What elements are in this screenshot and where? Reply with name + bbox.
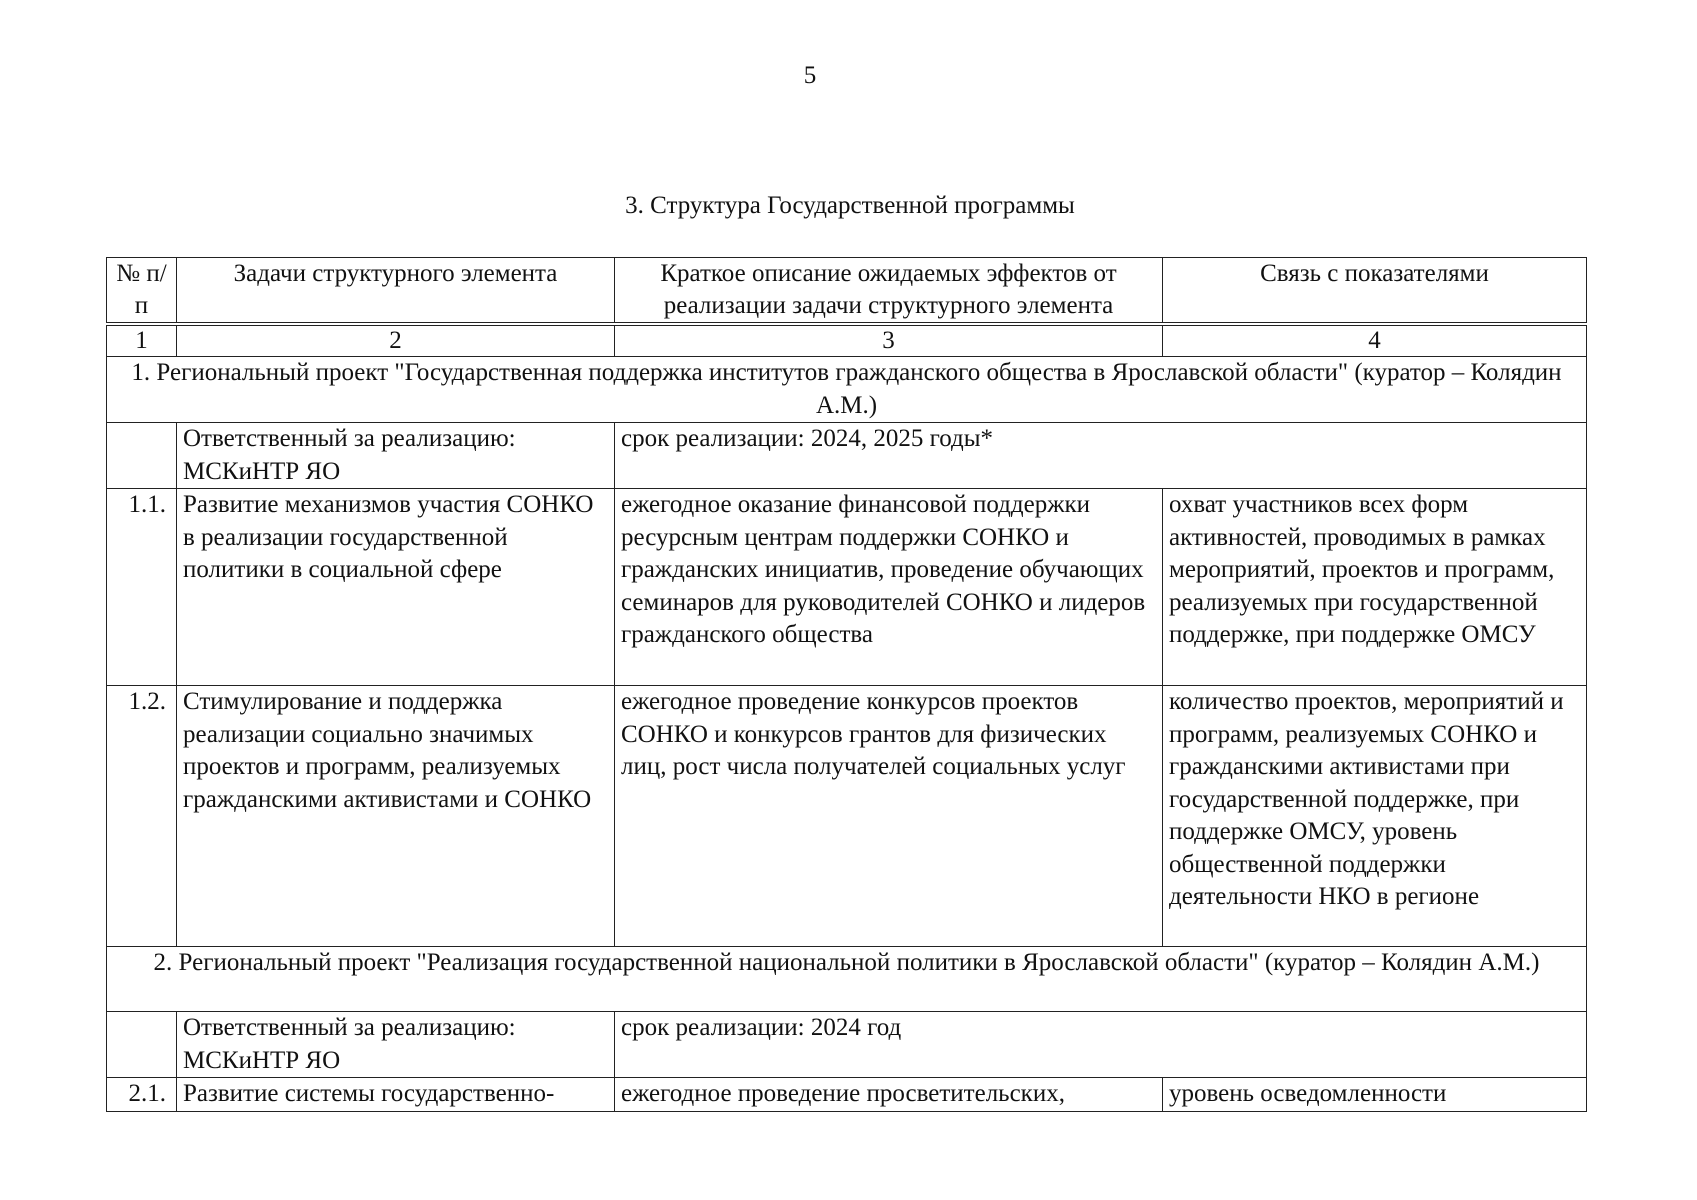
project-title: 2. Региональный проект "Реализация государственной национальной политики в Ярославской области" (куратор – Колядин А.М.) bbox=[107, 947, 1587, 1012]
term-cell: срок реализации: 2024 год bbox=[615, 1012, 1587, 1078]
effect-cell: ежегодное оказание финансовой поддержки ресурсным центрам поддержки СОНКО и гражданских инициатив, проведение обучающих семинаров для руководителей СОНКО и лидеров гражданского общества bbox=[615, 489, 1163, 686]
empty-cell bbox=[107, 423, 177, 489]
task-cell: Развитие механизмов участия СОНКО в реализации государственной политики в социальной сфере bbox=[177, 489, 615, 686]
responsible-cell: Ответственный за реализацию: МСКиНТР ЯО bbox=[177, 423, 615, 489]
indicator-cell: охват участников всех форм активностей, проводимых в рамках мероприятий, проектов и программ, реализуемых при государственной поддержке, при поддержке ОМСУ bbox=[1163, 489, 1587, 686]
row-number: 1.1. bbox=[107, 489, 177, 686]
table-row bbox=[107, 1078, 1587, 1112]
empty-cell bbox=[107, 1012, 177, 1078]
row-number: 1.2. bbox=[107, 686, 177, 947]
project-responsible-row bbox=[107, 1012, 1587, 1078]
task-cell: Развитие системы государственно- bbox=[177, 1078, 615, 1112]
project-title-row bbox=[107, 947, 1587, 1012]
project-responsible-row bbox=[107, 423, 1587, 489]
indicator-cell: уровень осведомленности bbox=[1163, 1078, 1587, 1112]
table-row bbox=[107, 489, 1587, 686]
task-cell: Стимулирование и поддержка реализации социально значимых проектов и программ, реализуемых гражданскими активистами и СОНКО bbox=[177, 686, 615, 947]
project-title-row bbox=[107, 357, 1587, 423]
table-row bbox=[107, 686, 1587, 947]
structure-table-container bbox=[106, 257, 1586, 1112]
responsible-cell: Ответственный за реализацию: МСКиНТР ЯО bbox=[177, 1012, 615, 1078]
column-number: 1 bbox=[107, 324, 177, 357]
header-indicators: Связь с показателями bbox=[1163, 258, 1587, 325]
row-number: 2.1. bbox=[107, 1078, 177, 1112]
project-title: 1. Региональный проект "Государственная поддержка институтов гражданского общества в Ярославской области" (куратор – Колядин А.М.) bbox=[107, 357, 1587, 423]
term-cell: срок реализации: 2024, 2025 годы* bbox=[615, 423, 1587, 489]
column-number: 2 bbox=[177, 324, 615, 357]
indicator-cell: количество проектов, мероприятий и программ, реализуемых СОНКО и гражданскими активистами при государственной поддержке, при поддержке ОМСУ, уровень общественной поддержки деятельности НКО в регионе bbox=[1163, 686, 1587, 947]
header-effects: Краткое описание ожидаемых эффектов от реализации задачи структурного элемента bbox=[615, 258, 1163, 325]
page-number: 5 bbox=[803, 62, 817, 89]
header-tasks: Задачи структурного элемента bbox=[177, 258, 615, 325]
structure-table bbox=[106, 257, 1587, 1112]
column-number: 3 bbox=[615, 324, 1163, 357]
effect-cell: ежегодное проведение конкурсов проектов СОНКО и конкурсов грантов для физических лиц, рост числа получателей социальных услуг bbox=[615, 686, 1163, 947]
header-number: № п/п bbox=[107, 258, 177, 325]
table-header-row bbox=[107, 258, 1587, 325]
column-numbers-row bbox=[107, 324, 1587, 357]
section-title: 3. Структура Государственной программы bbox=[625, 192, 1075, 219]
effect-cell: ежегодное проведение просветительских, bbox=[615, 1078, 1163, 1112]
column-number: 4 bbox=[1163, 324, 1587, 357]
